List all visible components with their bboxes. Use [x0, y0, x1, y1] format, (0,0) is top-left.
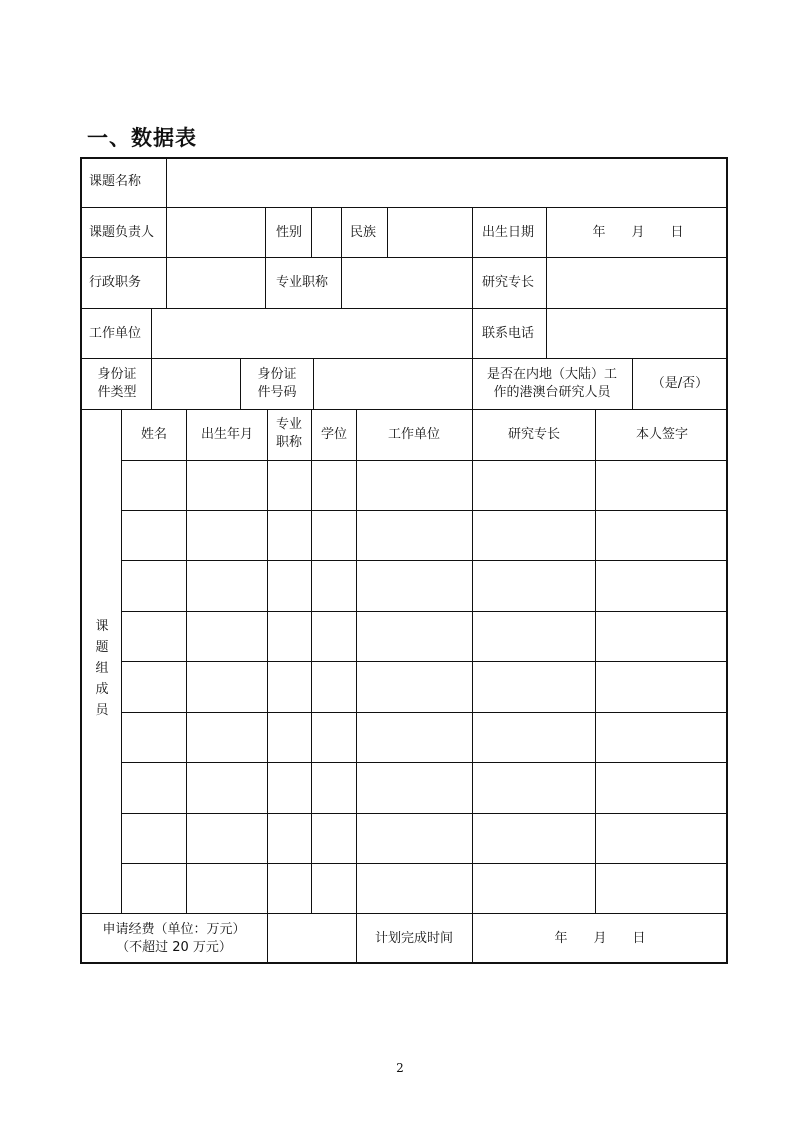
prof-title-label: 专业职称	[276, 275, 329, 290]
member-research-cell[interactable]	[473, 763, 595, 813]
member-title-cell[interactable]	[268, 864, 311, 913]
prof-title-field[interactable]	[342, 258, 472, 308]
col-divider	[265, 207, 266, 308]
member-title-cell[interactable]	[268, 662, 311, 712]
member-work-unit-cell[interactable]	[357, 561, 472, 611]
id-type-field[interactable]	[152, 359, 240, 409]
admin-post-field[interactable]	[167, 258, 265, 308]
col-divider	[632, 358, 633, 409]
member-work-unit-cell[interactable]	[357, 461, 472, 510]
admin-post-label: 行政职务	[89, 275, 142, 290]
members-side-label: 课题组成员	[95, 619, 109, 718]
member-degree-cell[interactable]	[312, 713, 356, 762]
member-work-unit-cell[interactable]	[357, 612, 472, 661]
row-divider	[80, 913, 728, 914]
funding-field[interactable]	[268, 914, 356, 963]
member-header-title: 专业 职称	[275, 417, 303, 450]
member-degree-cell[interactable]	[312, 864, 356, 913]
member-signature-cell[interactable]	[596, 461, 728, 510]
member-birth-cell[interactable]	[187, 763, 267, 813]
member-degree-cell[interactable]	[312, 461, 356, 510]
plan-time-field[interactable]: 年 月 日	[554, 931, 646, 946]
page-number: 2	[396, 1061, 404, 1075]
member-name-cell[interactable]	[122, 713, 186, 762]
plan-time-label: 计划完成时间	[374, 931, 454, 946]
member-name-cell[interactable]	[122, 763, 186, 813]
member-work-unit-cell[interactable]	[357, 763, 472, 813]
leader-field[interactable]	[167, 208, 265, 257]
member-name-cell[interactable]	[122, 814, 186, 863]
member-title-cell[interactable]	[268, 612, 311, 661]
member-degree-cell[interactable]	[312, 612, 356, 661]
member-birth-cell[interactable]	[187, 864, 267, 913]
member-signature-cell[interactable]	[596, 814, 728, 863]
member-research-cell[interactable]	[473, 461, 595, 510]
birth-date-field[interactable]: 年 月 日	[592, 225, 684, 240]
phone-label: 联系电话	[482, 326, 535, 341]
hk-researcher-label: 是否在内地（大陆）工 作的港澳台研究人员	[486, 367, 618, 400]
member-signature-cell[interactable]	[596, 713, 728, 762]
row-divider	[80, 409, 728, 410]
member-work-unit-cell[interactable]	[357, 713, 472, 762]
member-work-unit-cell[interactable]	[357, 814, 472, 863]
member-research-cell[interactable]	[473, 864, 595, 913]
member-signature-cell[interactable]	[596, 511, 728, 560]
ethnicity-field[interactable]	[388, 208, 472, 257]
leader-label: 课题负责人	[89, 225, 155, 240]
member-degree-cell[interactable]	[312, 511, 356, 560]
member-research-cell[interactable]	[473, 612, 595, 661]
member-name-cell[interactable]	[122, 612, 186, 661]
member-degree-cell[interactable]	[312, 662, 356, 712]
member-name-cell[interactable]	[122, 561, 186, 611]
member-title-cell[interactable]	[268, 763, 311, 813]
member-name-cell[interactable]	[122, 864, 186, 913]
member-research-cell[interactable]	[473, 561, 595, 611]
member-header-degree: 学位	[320, 427, 348, 442]
yes-no-field[interactable]: （是/否）	[651, 376, 709, 391]
member-work-unit-cell[interactable]	[357, 511, 472, 560]
member-birth-cell[interactable]	[187, 461, 267, 510]
ethnicity-label: 民族	[350, 225, 377, 240]
id-number-label: 身份证 件号码	[257, 367, 297, 400]
member-signature-cell[interactable]	[596, 864, 728, 913]
member-research-cell[interactable]	[473, 511, 595, 560]
member-work-unit-cell[interactable]	[357, 864, 472, 913]
member-signature-cell[interactable]	[596, 662, 728, 712]
member-birth-cell[interactable]	[187, 612, 267, 661]
member-research-cell[interactable]	[473, 662, 595, 712]
member-degree-cell[interactable]	[312, 561, 356, 611]
member-research-cell[interactable]	[473, 713, 595, 762]
member-signature-cell[interactable]	[596, 561, 728, 611]
research-field-label: 研究专长	[482, 275, 535, 290]
member-header-signature: 本人签字	[635, 427, 689, 442]
member-title-cell[interactable]	[268, 814, 311, 863]
work-unit-label: 工作单位	[89, 326, 142, 341]
member-signature-cell[interactable]	[596, 612, 728, 661]
birth-date-label: 出生日期	[482, 225, 535, 240]
member-header-research: 研究专长	[507, 427, 561, 442]
member-birth-cell[interactable]	[187, 713, 267, 762]
work-unit-field[interactable]	[152, 309, 472, 358]
member-work-unit-cell[interactable]	[357, 662, 472, 712]
member-header-work-unit: 工作单位	[387, 427, 441, 442]
research-field-field[interactable]	[547, 258, 726, 308]
gender-field[interactable]	[312, 208, 341, 257]
member-title-cell[interactable]	[268, 561, 311, 611]
col-divider	[240, 358, 241, 409]
member-degree-cell[interactable]	[312, 814, 356, 863]
funding-label: 申请经费（单位：万元） （不超过 20 万元）	[102, 922, 246, 955]
id-number-field[interactable]	[314, 359, 472, 409]
project-name-field[interactable]	[167, 159, 726, 207]
phone-field[interactable]	[547, 309, 726, 358]
member-name-cell[interactable]	[122, 662, 186, 712]
member-degree-cell[interactable]	[312, 763, 356, 813]
project-name-label: 课题名称	[89, 174, 142, 189]
member-birth-cell[interactable]	[187, 561, 267, 611]
member-birth-cell[interactable]	[187, 814, 267, 863]
member-name-cell[interactable]	[122, 461, 186, 510]
col-divider	[472, 207, 473, 409]
page-title: 一、数据表	[87, 126, 197, 150]
member-header-birth: 出生年月	[200, 427, 254, 442]
member-header-name: 姓名	[140, 427, 168, 442]
member-title-cell[interactable]	[268, 511, 311, 560]
member-research-cell[interactable]	[473, 814, 595, 863]
member-name-cell[interactable]	[122, 511, 186, 560]
member-signature-cell[interactable]	[596, 763, 728, 813]
member-title-cell[interactable]	[268, 461, 311, 510]
member-birth-cell[interactable]	[187, 511, 267, 560]
id-type-label: 身份证 件类型	[97, 367, 137, 400]
gender-label: 性别	[276, 225, 303, 240]
member-title-cell[interactable]	[268, 713, 311, 762]
member-birth-cell[interactable]	[187, 662, 267, 712]
